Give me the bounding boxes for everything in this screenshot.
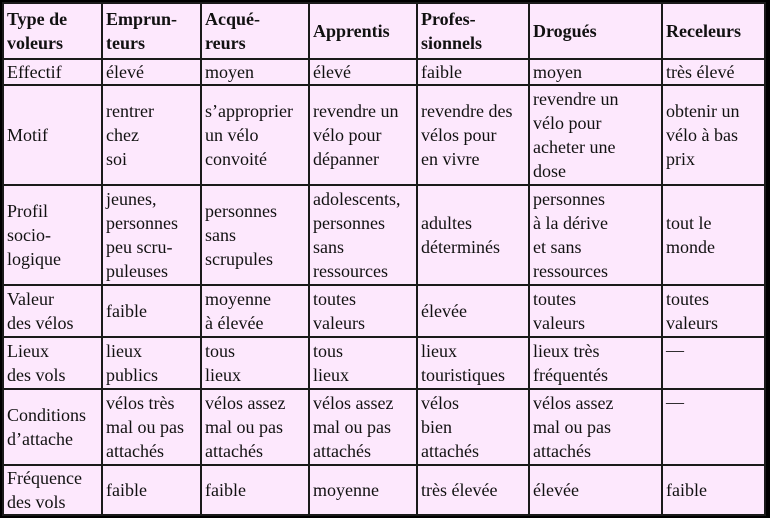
cell-line: lieux — [106, 341, 142, 361]
cell-line: faible — [106, 301, 147, 321]
table-cell — [309, 465, 417, 515]
row-header-line: des vols — [7, 492, 66, 512]
cell-line: acheter une — [533, 137, 616, 157]
table-cell — [309, 59, 417, 85]
table-cell — [201, 465, 309, 515]
table-cell — [662, 337, 765, 389]
cell-line: attachés — [533, 441, 591, 461]
cell-line: toutes — [533, 289, 576, 309]
cell-line: personnes — [205, 201, 277, 221]
column-header — [102, 3, 201, 59]
row-header-line: Fréquence — [7, 468, 82, 488]
cell-line: ressources — [313, 261, 388, 281]
column-header-line: Drogués — [533, 21, 597, 41]
cell-line: publics — [106, 365, 158, 385]
cell-line: revendre un — [533, 89, 619, 109]
table-cell — [102, 85, 201, 185]
cell-line: vélos pour — [421, 125, 497, 145]
cell-line: à élevée — [205, 313, 264, 333]
row-header-line: des vélos — [7, 313, 74, 333]
cell-line: vélo à bas — [666, 125, 738, 145]
cell-line: vélos assez — [205, 393, 286, 413]
cell-line: élevée — [533, 480, 579, 500]
cell-line: tous — [313, 341, 344, 361]
cell-line: sans — [313, 237, 344, 257]
cell-line: — — [666, 340, 684, 360]
cell-line: faible — [666, 480, 707, 500]
cell-line: faible — [205, 480, 246, 500]
cell-line: tout le — [666, 213, 712, 233]
cell-line: mal ou pas — [106, 417, 184, 437]
table-cell — [417, 185, 529, 285]
table-cell — [417, 285, 529, 337]
cell-line: vélos assez — [313, 393, 394, 413]
cell-line: à la dérive — [533, 213, 608, 233]
cell-line: valeurs — [533, 313, 585, 333]
cell-line: attachés — [106, 441, 164, 461]
cell-line: obtenir un — [666, 101, 740, 121]
column-header — [662, 3, 765, 59]
cell-line: et sans — [533, 237, 582, 257]
table-cell — [529, 389, 662, 465]
cell-line: très élevé — [666, 62, 735, 82]
cell-line: attachés — [313, 441, 371, 461]
column-header-line: Emprun- — [106, 9, 178, 29]
cell-line: puleuses — [106, 261, 168, 281]
row-header — [3, 465, 102, 515]
table-cell — [662, 185, 765, 285]
cell-line: moyenne — [205, 289, 271, 309]
table-cell — [201, 337, 309, 389]
table-cell — [102, 59, 201, 85]
row-header-line: Conditions — [7, 405, 87, 425]
column-header-line: Apprentis — [313, 21, 390, 41]
table-cell — [662, 465, 765, 515]
table-cell — [529, 337, 662, 389]
row-header-line: des vols — [7, 365, 66, 385]
row-header-line: logique — [7, 249, 61, 269]
table-cell — [102, 337, 201, 389]
cell-line: peu scru- — [106, 237, 173, 257]
table-cell — [529, 185, 662, 285]
table-cell — [102, 389, 201, 465]
cell-line: personnes — [313, 213, 385, 233]
cell-line: soi — [106, 149, 128, 169]
row-header — [3, 59, 102, 85]
table-frame — [2, 2, 764, 514]
cell-line: personnes — [106, 213, 178, 233]
column-header — [417, 3, 529, 59]
cell-line: vélo pour — [533, 113, 602, 133]
row-header-line: d’attache — [7, 429, 73, 449]
row-header — [3, 285, 102, 337]
cell-line: convoité — [205, 149, 267, 169]
cell-line: faible — [421, 62, 462, 82]
table-row — [3, 185, 765, 285]
cell-line: lieux — [205, 365, 241, 385]
table-row — [3, 465, 765, 515]
table-body — [3, 59, 765, 515]
cell-line: rentrer — [106, 101, 154, 121]
table-cell — [417, 337, 529, 389]
cell-line: tous — [205, 341, 236, 361]
table-cell — [662, 389, 765, 465]
row-header-line: Effectif — [7, 62, 62, 82]
cell-line: attachés — [205, 441, 263, 461]
cell-line: — — [666, 392, 684, 412]
table-cell — [201, 85, 309, 185]
table-cell — [201, 185, 309, 285]
table-cell — [529, 285, 662, 337]
cell-line: sans — [205, 225, 236, 245]
column-header — [3, 3, 102, 59]
cell-line: bien — [421, 417, 452, 437]
cell-line: lieux très — [533, 341, 600, 361]
column-header-line: Acqué- — [205, 9, 260, 29]
table-cell — [417, 85, 529, 185]
cell-line: adultes — [421, 213, 472, 233]
column-header — [309, 3, 417, 59]
cell-line: valeurs — [666, 313, 718, 333]
table-cell — [417, 389, 529, 465]
row-header-line: Motif — [7, 125, 49, 145]
row-header-line: Lieux — [7, 341, 49, 361]
cell-line: mal ou pas — [313, 417, 391, 437]
table-cell — [201, 59, 309, 85]
cell-line: valeurs — [313, 313, 365, 333]
cell-line: monde — [666, 237, 715, 257]
cell-line: un vélo — [205, 125, 259, 145]
column-header-line: reurs — [205, 33, 246, 53]
cell-line: en vivre — [421, 149, 480, 169]
cell-line: attachés — [421, 441, 479, 461]
cell-line: lieux — [421, 341, 457, 361]
column-header-line: voleurs — [7, 33, 63, 53]
cell-line: jeunes, — [106, 189, 157, 209]
cell-line: scrupules — [205, 249, 273, 269]
cell-line: déterminés — [421, 237, 500, 257]
row-header — [3, 185, 102, 285]
row-header — [3, 85, 102, 185]
cell-line: élevée — [421, 301, 467, 321]
table-cell — [102, 465, 201, 515]
cell-line: revendre un — [313, 101, 399, 121]
cell-line: vélos très — [106, 393, 175, 413]
cell-line: s’approprier — [205, 101, 293, 121]
column-header-line: teurs — [106, 33, 145, 53]
table-cell — [309, 285, 417, 337]
table-cell — [662, 285, 765, 337]
cell-line: fréquentés — [533, 365, 608, 385]
table-cell — [309, 85, 417, 185]
column-header — [201, 3, 309, 59]
cell-line: dose — [533, 161, 566, 181]
cell-line: mal ou pas — [205, 417, 283, 437]
table-cell — [201, 389, 309, 465]
cell-line: dépanner — [313, 149, 379, 169]
table-cell — [309, 185, 417, 285]
cell-line: revendre des — [421, 101, 513, 121]
table-cell — [529, 59, 662, 85]
column-header-line: Profes- — [421, 9, 476, 29]
column-header — [529, 3, 662, 59]
table-cell — [529, 465, 662, 515]
cell-line: moyen — [533, 62, 582, 82]
row-header-line: socio- — [7, 225, 51, 245]
table-cell — [309, 389, 417, 465]
cell-line: toutes — [313, 289, 356, 309]
cell-line: moyenne — [313, 480, 379, 500]
table-cell — [417, 465, 529, 515]
table-cell — [662, 59, 765, 85]
cell-line: chez — [106, 125, 139, 145]
table-cell — [529, 85, 662, 185]
table-cell — [417, 59, 529, 85]
table-cell — [309, 337, 417, 389]
column-header-line: Type de — [7, 9, 68, 29]
cell-line: lieux — [313, 365, 349, 385]
table-row — [3, 389, 765, 465]
header-row — [3, 3, 765, 59]
table-cell — [102, 285, 201, 337]
row-header — [3, 337, 102, 389]
cell-line: vélo pour — [313, 125, 382, 145]
row-header-line: Valeur — [7, 289, 54, 309]
row-header-line: Profil — [7, 201, 49, 221]
cell-line: prix — [666, 149, 695, 169]
cell-line: adolescents, — [313, 189, 401, 209]
cell-line: toutes — [666, 289, 709, 309]
cell-line: personnes — [533, 189, 605, 209]
cell-line: moyen — [205, 62, 254, 82]
cell-line: ressources — [533, 261, 608, 281]
cell-line: mal ou pas — [533, 417, 611, 437]
cell-line: vélos — [421, 393, 459, 413]
cell-line: faible — [106, 480, 147, 500]
table-row — [3, 285, 765, 337]
column-header-line: Receleurs — [666, 21, 741, 41]
cell-line: élevé — [313, 62, 351, 82]
table-cell — [662, 85, 765, 185]
cell-line: vélos assez — [533, 393, 614, 413]
table-cell — [102, 185, 201, 285]
cell-line: élevé — [106, 62, 144, 82]
table-row — [3, 85, 765, 185]
thief-types-table — [2, 2, 766, 516]
column-header-line: sionnels — [421, 33, 483, 53]
cell-line: très élevée — [421, 480, 498, 500]
cell-line: touristiques — [421, 365, 505, 385]
table-row — [3, 337, 765, 389]
table-cell — [201, 285, 309, 337]
table-row — [3, 59, 765, 85]
row-header — [3, 389, 102, 465]
